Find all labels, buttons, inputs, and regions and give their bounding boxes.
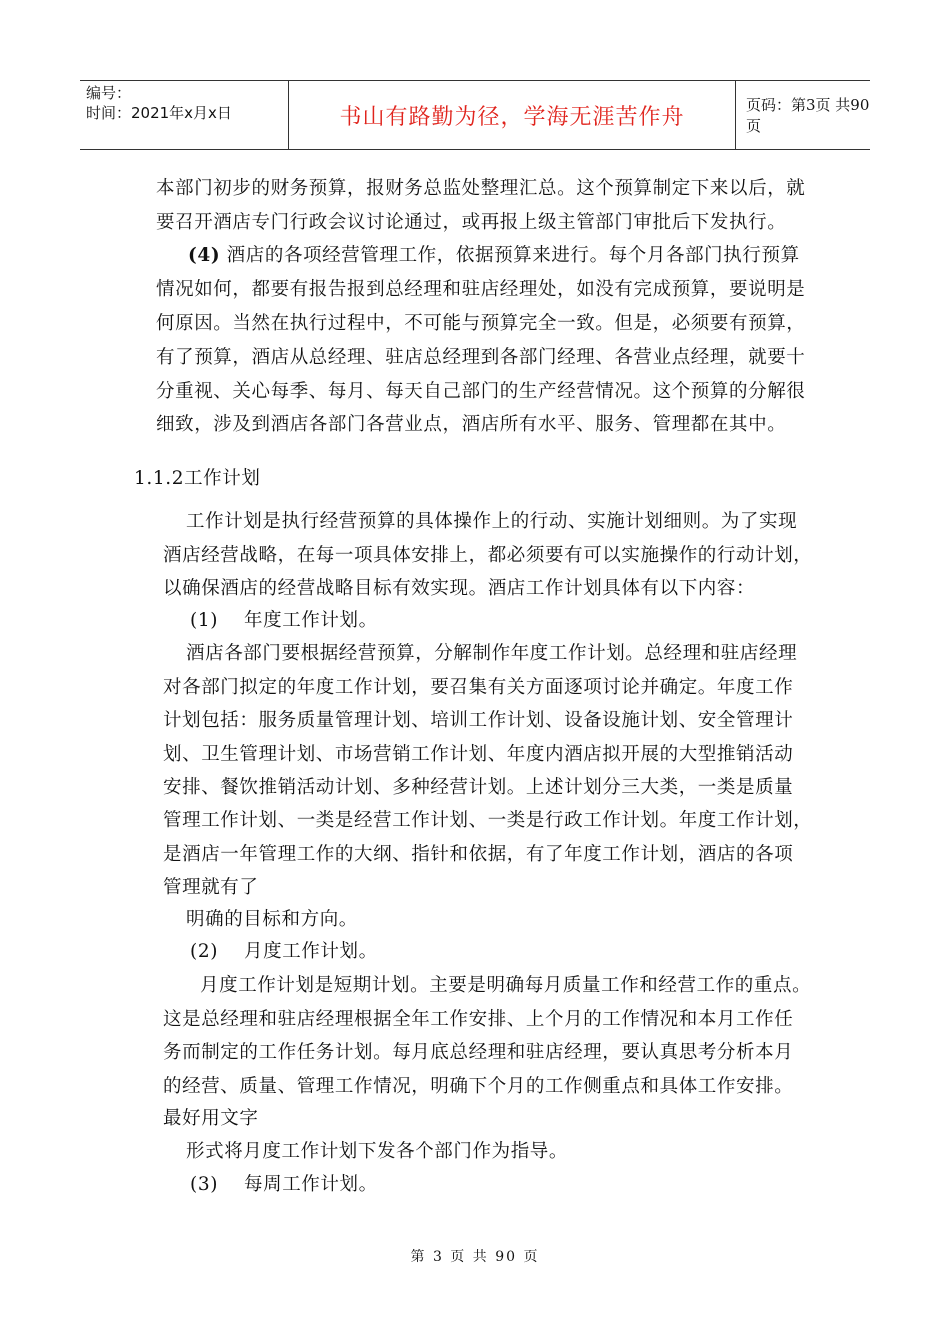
list-number: (3): [190, 1174, 219, 1195]
paragraph-line: [188, 244, 800, 268]
header-page-number: 页码：第3页 共90页: [746, 96, 870, 135]
list-item-line: [190, 940, 378, 964]
text-line: 管理工作计划、一类是经营工作计划、一类是行政工作计划。年度工作计划，: [163, 810, 813, 831]
document-date-label: 时间：2021年x月x日: [86, 104, 232, 122]
document-number-label: 编号：: [86, 84, 132, 102]
text-line: 的经营、质量、管理工作情况，明确下个月的工作侧重点和具体工作安排。: [163, 1076, 794, 1097]
text-line: 何原因。当然在执行过程中，不可能与预算完全一致。但是，必须要有预算，: [156, 313, 806, 334]
text-line: 最好用文字: [163, 1108, 259, 1129]
text-line: 酒店各部门要根据经营预算，分解制作年度工作计划。总经理和驻店经理: [186, 643, 798, 664]
header-meta: [86, 83, 232, 123]
text-span: 酒店的各项经营管理工作，依据预算来进行。每个月各部门执行预算: [220, 245, 800, 266]
text-line: 以确保酒店的经营战略目标有效实现。酒店工作计划具体有以下内容：: [163, 578, 756, 599]
list-item-text: 月度工作计划。: [244, 941, 378, 962]
page-footer: 第 3 页 共 90 页: [410, 1249, 540, 1265]
text-line: 月度工作计划是短期计划。主要是明确每月质量工作和经营工作的重点。: [200, 975, 812, 996]
text-line: 是酒店一年管理工作的大纲、指针和依据，有了年度工作计划，酒店的各项: [163, 844, 794, 865]
text-line: 这是总经理和驻店经理根据全年工作安排、上个月的工作情况和本月工作任: [163, 1009, 794, 1030]
text-line: 本部门初步的财务预算，报财务总监处整理汇总。这个预算制定下来以后，就: [156, 178, 806, 199]
text-line: 计划包括：服务质量管理计划、培训工作计划、设备设施计划、安全管理计: [163, 710, 794, 731]
text-line: 工作计划是执行经营预算的具体操作上的行动、实施计划细则。为了实现: [186, 511, 798, 532]
text-line: 务而制定的工作任务计划。每月底总经理和驻店经理，要认真思考分析本月: [163, 1042, 794, 1063]
text-line: 明确的目标和方向。: [186, 909, 358, 930]
list-number: (1): [190, 610, 219, 631]
text-line: 细致，涉及到酒店各部门各营业点，酒店所有水平、服务、管理都在其中。: [156, 414, 787, 435]
text-line: 形式将月度工作计划下发各个部门作为指导。: [186, 1141, 569, 1162]
text-line: 酒店经营战略，在每一项具体安排上，都必须要有可以实施操作的行动计划，: [163, 545, 813, 566]
list-number: (2): [190, 941, 219, 962]
section-heading: 1.1.2工作计划: [134, 468, 261, 489]
text-line: 情况如何，都要有报告报到总经理和驻店经理处，如没有完成预算，要说明是: [156, 279, 806, 300]
list-number: (4): [188, 245, 221, 266]
list-item-text: 年度工作计划。: [244, 610, 378, 631]
text-line: 分重视、关心每季、每月、每天自己部门的生产经营情况。这个预算的分解很: [156, 381, 806, 402]
text-line: 管理就有了: [163, 877, 259, 898]
text-line: 有了预算，酒店从总经理、驻店总经理到各部门经理、各营业点经理，就要十: [156, 347, 806, 368]
text-line: 安排、餐饮推销活动计划、多种经营计划。上述计划分三大类，一类是质量: [163, 777, 794, 798]
page-header: [80, 80, 870, 150]
text-line: 对各部门拟定的年度工作计划，要召集有关方面逐项讨论并确定。年度工作: [163, 677, 794, 698]
text-line: 要召开酒店专门行政会议讨论通过，或再报上级主管部门审批后下发执行。: [156, 212, 787, 233]
list-item-line: [190, 1173, 378, 1197]
list-item-text: 每周工作计划。: [244, 1174, 378, 1195]
header-motto: 书山有路勤为径，学海无涯苦作舟: [288, 81, 736, 149]
text-line: 划、卫生管理计划、市场营销工作计划、年度内酒店拟开展的大型推销活动: [163, 744, 794, 765]
list-item-line: [190, 609, 378, 633]
